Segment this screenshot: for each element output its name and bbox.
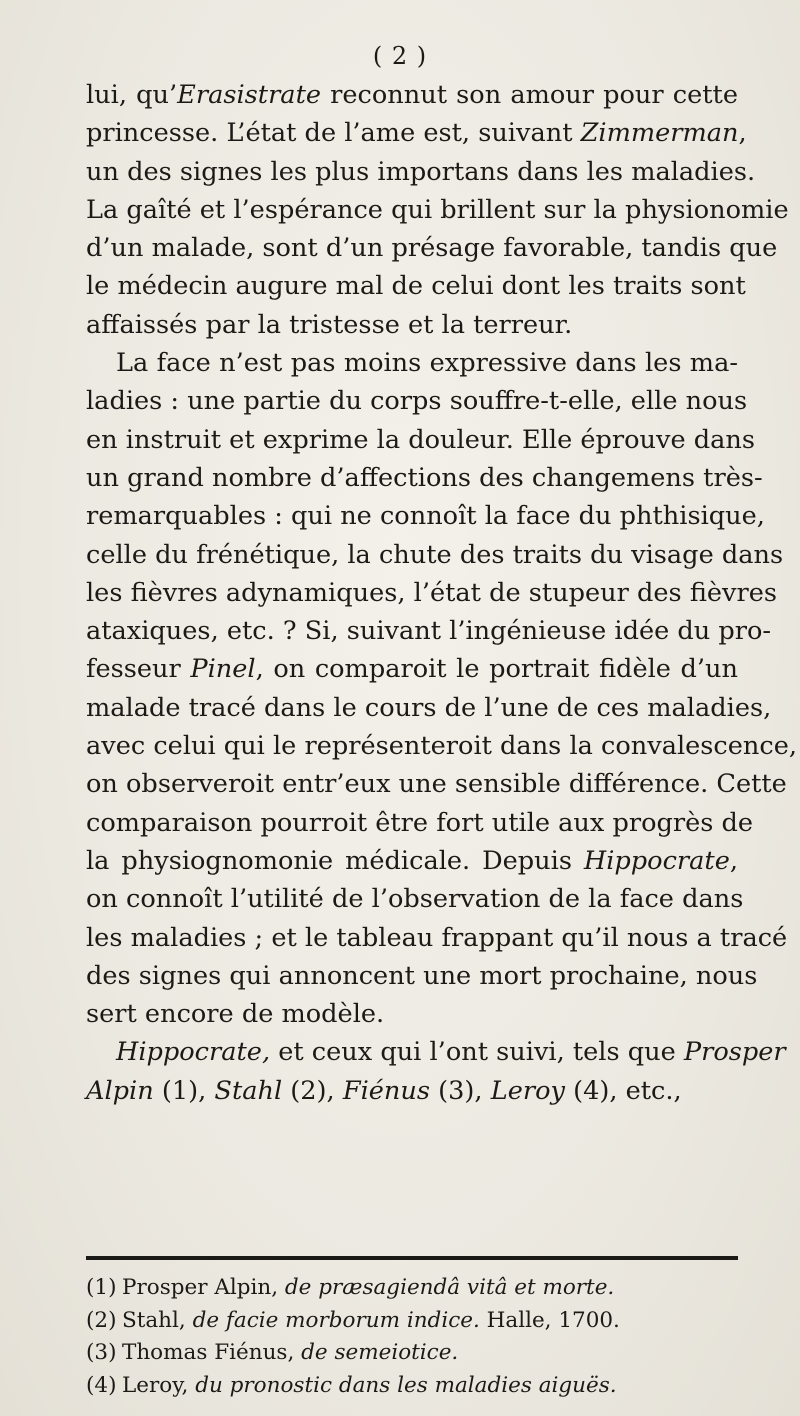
text-line <box>86 650 738 688</box>
text-span: le médecin augure mal de celui dont les traits sont <box>86 271 746 302</box>
text-line <box>86 995 738 1033</box>
text-line <box>86 344 738 382</box>
text-span: affaissés par la tristesse et la terreur. <box>86 309 573 340</box>
footnote <box>86 1337 738 1370</box>
footnote-text: Halle, 1700. <box>479 1307 620 1333</box>
text-line <box>86 612 772 650</box>
text-span: reconnut son amour pour cette <box>321 80 738 110</box>
text-line <box>86 459 763 497</box>
italic-span: Hippocrate, <box>116 1037 271 1068</box>
text-span: lui, qu’ <box>86 80 178 110</box>
text-span: en instruit et exprime la douleur. Elle éprouve dans <box>86 424 756 455</box>
text-line <box>86 76 738 114</box>
text-line <box>86 306 738 344</box>
italic-span: Zimmerman <box>580 118 739 149</box>
text-span: malade tracé dans le cours de l’une de ces maladies, <box>86 692 772 723</box>
footnotes <box>86 1272 738 1402</box>
footnote <box>86 1305 738 1338</box>
footnote <box>86 1272 738 1305</box>
text-span: comparaison pourroit être fort utile aux progrès de <box>86 807 754 838</box>
text-line <box>86 382 748 420</box>
text-span: (2), <box>282 1075 343 1106</box>
footnote-italic: de præsagiendâ vitâ et morte. <box>284 1275 615 1300</box>
text-span: , on comparoit le portrait fidèle d’un <box>255 654 739 685</box>
text-line <box>86 842 738 880</box>
body-text <box>86 76 798 1110</box>
footnote <box>86 1370 738 1403</box>
text-line <box>86 421 756 459</box>
text-span: d’un malade, sont d’un présage favorable, tandis que <box>86 233 778 264</box>
text-line <box>86 804 754 842</box>
text-span: on connoît l’utilité de l’observation de la face dans <box>86 884 744 915</box>
italic-span: Hippocrate <box>583 845 730 876</box>
footnote-text: Prosper Alpin, <box>122 1275 285 1300</box>
text-line <box>86 191 789 229</box>
text-span: princesse. L’état de l’ame est, suivant <box>86 118 581 149</box>
text-span: un grand nombre d’affections des changemens très- <box>86 462 763 493</box>
text-line <box>86 114 747 152</box>
footnote-italic: du pronostic dans les maladies aiguës. <box>195 1372 617 1398</box>
italic-span: Alpin <box>86 1075 154 1106</box>
footnote-text: Stahl, <box>122 1307 193 1333</box>
text-span: ladies : une partie du corps souffre-t-elle, elle nous <box>86 386 748 417</box>
text-line <box>86 689 772 727</box>
footnote-rule <box>86 1256 738 1260</box>
footnote-mark: (3) <box>86 1340 117 1365</box>
text-span: un des signes les plus importans dans les maladies. <box>86 156 756 187</box>
text-span: avec celui qui le représenteroit dans la convalescence, <box>86 731 798 762</box>
text-line <box>86 497 765 535</box>
text-line <box>86 153 756 191</box>
footnote-mark: (2) <box>86 1307 117 1333</box>
text-line <box>86 229 778 267</box>
text-line <box>86 880 744 918</box>
italic-span: Leroy <box>490 1075 565 1106</box>
text-span: , <box>738 118 747 149</box>
text-span: remarquables : qui ne connoît la face du phthisique, <box>86 501 765 532</box>
footnote-italic: de semeiotice. <box>301 1340 459 1365</box>
text-span: fesseur <box>86 654 191 685</box>
text-line <box>86 267 746 305</box>
text-line <box>86 727 798 765</box>
footnote-italic: de facie morborum indice. <box>192 1307 480 1333</box>
text-span: La face n’est pas moins expressive dans les ma- <box>116 348 738 379</box>
text-line <box>86 765 787 803</box>
text-span: les fièvres adynamiques, l’état de stupeur des fièvres <box>86 577 778 608</box>
text-span: (1), <box>153 1075 215 1106</box>
text-line <box>86 919 788 957</box>
italic-span: Pinel <box>190 654 256 685</box>
text-span: ataxiques, etc. ? Si, suivant l’ingénieuse idée du pro- <box>86 616 772 647</box>
text-span: La gaîté et l’espérance qui brillent sur la physionomie <box>86 194 789 225</box>
italic-span: Fiénus <box>342 1075 431 1106</box>
italic-span: Prosper <box>683 1037 786 1068</box>
footnote-mark: (1) <box>86 1275 117 1300</box>
italic-span: Erasistrate <box>177 80 321 110</box>
text-span: (4), etc., <box>564 1075 682 1106</box>
text-line <box>86 1033 786 1071</box>
text-span: sert encore de modèle. <box>86 999 385 1030</box>
text-line <box>86 536 784 574</box>
text-span: celle du frénétique, la chute des traits du visage dans <box>86 539 784 570</box>
text-span: les maladies ; et le tableau frappant qu’il nous a tracé <box>86 922 788 953</box>
footnote-text: Leroy, <box>122 1372 196 1398</box>
text-line <box>86 574 778 612</box>
footnote-text: Thomas Fiénus, <box>122 1340 302 1365</box>
page-number: ( 2 ) <box>372 42 428 70</box>
text-span: des signes qui annoncent une mort prochaine, nous <box>86 960 758 991</box>
text-line <box>86 1072 738 1110</box>
text-span: (3), <box>430 1075 491 1106</box>
text-span: la physiognomonie médicale. Depuis <box>86 845 584 876</box>
text-span: et ceux qui l’ont suivi, tels que <box>270 1037 684 1068</box>
text-span: , <box>729 845 738 876</box>
footnote-mark: (4) <box>86 1372 117 1398</box>
text-span: on observeroit entr’eux une sensible différence. Cette <box>86 769 787 800</box>
text-line <box>86 957 758 995</box>
italic-span: Stahl <box>214 1075 283 1106</box>
